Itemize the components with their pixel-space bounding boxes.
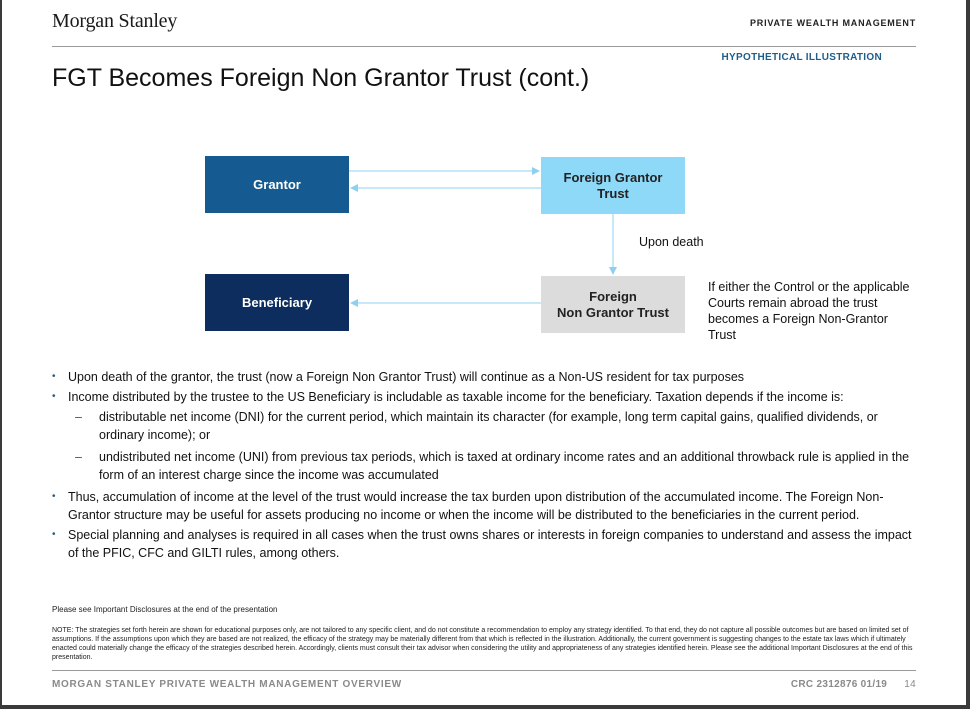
legal-note: NOTE: The strategies set forth herein are shown for educational purposes only, are not tailored to any specific client, and do not constitute a recommendation to employ any strategy identified. To that end, they do not capture all possible outcomes but are based on limited set of assumptions. If the assumptions upon which they are based are not realized, the efficacy of the strategy may be materially different from that which is reflected in the illustration. Additionally, the current government is suggesting changes to the estate tax laws which if ultimately enacted could materially change the efficacy of the strategies described herein. Accordingly, clients must consult their tax advisor when considering the utility and appropriateness of any strategies identified herein. Please see the additional Important Disclosures at the end of this presentation. — [52, 627, 913, 661]
bullet-dot-icon: • — [52, 491, 56, 502]
footer-title: MORGAN STANLEY PRIVATE WEALTH MANAGEMENT OVERVIEW — [52, 679, 402, 690]
fgt-label-line1: Foreign Grantor — [563, 169, 663, 185]
fngt-label-line1: Foreign — [589, 288, 637, 304]
fgt-label-line2: Trust — [597, 185, 629, 201]
disclosure-line: Please see Important Disclosures at the end of the presentation — [52, 605, 278, 614]
foreign-non-grantor-trust-box — [541, 276, 685, 333]
sub-bullet-item: – distributable net income (DNI) for the current period, which maintain its character (for example, long term capital gains, qualified dividends, or ordinary income); or — [75, 410, 878, 442]
dash-icon: – — [75, 450, 82, 464]
crc-code: CRC 2312876 01/19 — [790, 679, 888, 690]
bullet-item: • Upon death of the grantor, the trust (now a Foreign Non Grantor Trust) will continue as a Non-US resident for tax purposes — [52, 370, 745, 384]
bullet-item: • Thus, accumulation of income at the level of the trust would increase the tax burden upon distribution of the accumulated income. The Foreign Non-Grantor structure may be useful for assets producing no income or when the income will be distributed to the beneficiaries in the current period. — [52, 490, 884, 522]
bullet-item: • Income distributed by the trustee to the US Beneficiary is includable as taxable income for the beneficiary. Taxation depends if the income is: — [52, 390, 844, 404]
grantor-box — [205, 156, 349, 213]
morgan-stanley-logo: Morgan Stanley — [52, 10, 178, 32]
bullet-dot-icon: • — [52, 529, 56, 540]
sub-bullet-item: – undistributed net income (UNI) from previous tax periods, which is taxed at ordinary income rates and an additional throwback rule is applied in the form of an interest charge since the income was accumulated — [75, 450, 910, 482]
footer-divider — [52, 670, 916, 671]
footer-meta — [791, 679, 916, 690]
beneficiary-box — [205, 274, 349, 331]
slide-page — [2, 0, 966, 705]
grantor-label: Grantor — [253, 176, 301, 192]
division-label: PRIVATE WEALTH MANAGEMENT — [750, 18, 916, 28]
side-note: If either the Control or the applicable Courts remain abroad the trust becomes a Foreign Non-Grantor Trust — [708, 280, 910, 342]
dash-icon: – — [75, 410, 82, 424]
slide-title: FGT Becomes Foreign Non Grantor Trust (cont.) — [52, 64, 590, 92]
page-number: 14 — [904, 679, 916, 690]
bullet-list — [52, 368, 920, 564]
fngt-label-line2: Non Grantor Trust — [557, 304, 669, 320]
bullet-dot-icon: • — [52, 371, 56, 382]
bullet-item: • Special planning and analyses is required in all cases when the trust owns shares or interests in foreign companies to understand and assess the impact of the PFIC, CFC and GILTI rules, among others. — [52, 528, 912, 560]
beneficiary-label: Beneficiary — [241, 294, 313, 310]
hypothetical-tag: HYPOTHETICAL ILLUSTRATION — [721, 52, 882, 63]
bullet-dot-icon: • — [52, 391, 56, 402]
foreign-grantor-trust-box — [541, 157, 685, 214]
upon-death-label: Upon death — [639, 235, 704, 249]
